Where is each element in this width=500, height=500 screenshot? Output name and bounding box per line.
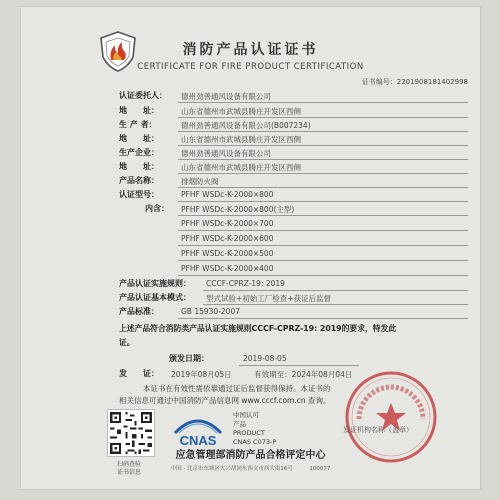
divider [178, 318, 468, 319]
manufacturer-address-value: 山东省德州市武城县腾庄开发区西侧 [181, 135, 301, 144]
divider [178, 173, 468, 174]
includes-item: PFHF WSDc-K-2000×400 [181, 264, 274, 273]
standard-label: 产品标准： [119, 307, 159, 316]
includes-item: PFHF WSDc-K-2000×700 [181, 219, 274, 228]
accreditation-line: CNAS C073-P [233, 438, 277, 446]
validity-label: 发 证： [119, 369, 159, 378]
divider [239, 365, 359, 366]
certificate-title: 消防产品认证证书 [182, 42, 319, 58]
divider [203, 304, 468, 305]
statement-line: 上述产品符合消防类产品认证实施规则CCCF-CPRZ-19: 2019的要求，特发此 [119, 324, 397, 333]
applicant-address-label: 地 址： [119, 106, 159, 115]
includes-item: PFHF WSDc-K-2000×800(主型) [181, 205, 295, 214]
certificate-number-label: 证书编号： [361, 78, 397, 86]
accreditation-line: PRODUCT [233, 429, 265, 437]
model-label: 认证型号： [119, 190, 159, 199]
factory-address-value: 山东省德州市武城县腾庄开发区西侧 [181, 163, 301, 172]
product-name-label: 产品名称： [119, 176, 159, 185]
mode-label: 产品认证基本模式： [119, 293, 191, 302]
model-value: PFHF WSDc-K-2000×800 [181, 190, 274, 199]
divider [203, 290, 468, 291]
includes-item: PFHF WSDc-K-2000×600 [181, 234, 274, 243]
divider [178, 275, 468, 276]
manufacturer-label: 生 产 者： [119, 120, 157, 129]
rule-value: CCCF-CPRZ-19: 2019 [206, 279, 285, 288]
divider [178, 260, 468, 261]
cnas-logo-text: CNAS [179, 433, 217, 448]
issuer-name: 应急管理部消防产品合格评定中心 [175, 450, 326, 461]
seal-signature-text: 发证机构名称（盖章） [343, 426, 413, 434]
qr-caption: 证书信息 [117, 469, 142, 476]
issuer-address: 中国 · 北京市东城区大兴胡同东西文市西大街16号 100077 [170, 466, 331, 472]
divider [178, 201, 468, 202]
applicant-value: 德州劲善通风设备有限公司 [181, 92, 271, 101]
issue-date-value: 2019-08-05 [243, 354, 287, 363]
manufacturer-address-label: 地 址： [119, 134, 159, 143]
divider [178, 102, 468, 103]
factory-value: 德州劲善通风设备有限公司 [181, 149, 271, 158]
issue-date-label: 颁发日期： [169, 354, 209, 363]
divider [178, 187, 468, 188]
divider [178, 230, 468, 231]
divider [178, 117, 468, 118]
includes-label: 内含： [145, 204, 169, 213]
accreditation-line: 产品 [233, 420, 246, 428]
manufacturer-value: 德州劲善通风设备有限公司(B007234) [181, 121, 311, 130]
notice-line: 本证书在有效性需依靠通过证后监督获得保持。本证书的 [143, 384, 331, 393]
notice-line: 相关信息可通过中国消防产品信息网 www.cccf.com.cn 查询。 [119, 396, 331, 405]
applicant-address-value: 山东省德州市武城县腾庄开发区西侧 [181, 107, 301, 116]
certificate-title-english: CERTIFICATE FOR FIRE PRODUCT CERTIFICATION [137, 62, 364, 72]
divider [178, 145, 468, 146]
divider [178, 131, 468, 132]
standard-value: GB 15930-2007 [181, 307, 240, 316]
factory-label: 生产企业： [119, 148, 159, 157]
accreditation-line: 中国认可 [233, 411, 259, 419]
statement-line: 证。 [119, 338, 135, 347]
divider [178, 159, 468, 160]
qr-caption: 扫码查验 [117, 461, 142, 468]
mode-value: 型式试验+初始工厂检查+获证后监督 [206, 294, 332, 303]
includes-item: PFHF WSDc-K-2000×500 [181, 249, 274, 258]
cnas-logo-icon [169, 411, 227, 451]
rule-label: 产品认证实施规则： [119, 279, 191, 288]
certificate-number-value: 2201908181402998 [396, 78, 468, 86]
certificate [20, 6, 481, 490]
applicant-label: 认证委托人： [119, 91, 167, 100]
factory-address-label: 地 址： [119, 162, 159, 171]
product-name-value: 排烟防火阀 [181, 177, 219, 186]
divider [178, 215, 468, 216]
divider [178, 245, 468, 246]
validity-value: 2019年08月05日 有效期至：2024年08月04日 [171, 370, 353, 379]
certificate-number [362, 77, 468, 87]
